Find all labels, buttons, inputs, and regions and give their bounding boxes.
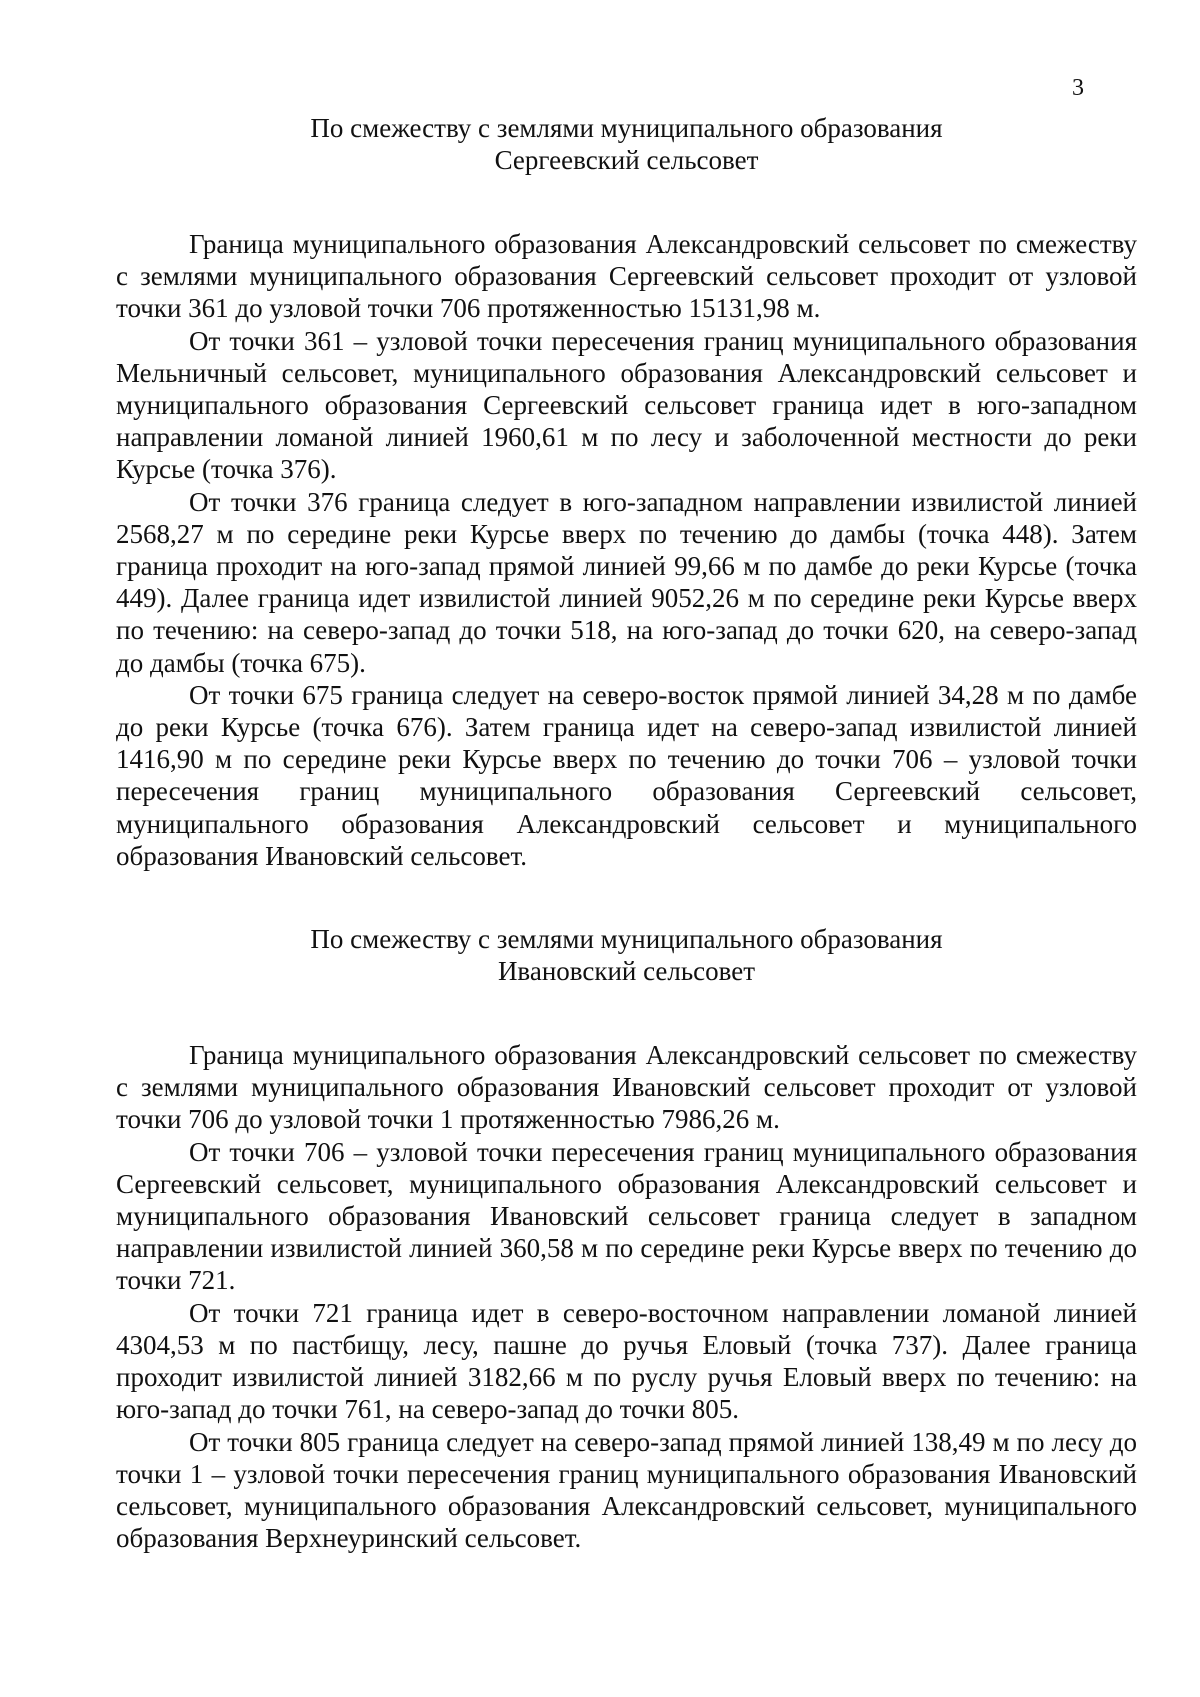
paragraph: От точки 706 – узловой точки пересечения границ муниципального образования Сергеевский сельсовет, муниципального образования Александровский сельсовет и муниципального образования Ивановский сельсовет граница следует в западном направлении извилистой линией 360,58 м по середине реки Курсье вверх по течению до точки 721.	[116, 1136, 1137, 1296]
paragraph: Граница муниципального образования Александровский сельсовет по смежеству с землями муниципального образования Ивановский сельсовет проходит от узловой точки 706 до узловой точки 1 протяженностью 7986,26 м.	[116, 1040, 1137, 1135]
paragraph: От точки 376 граница следует в юго-западном направлении извилистой линией 2568,27 м по середине реки Курсье вверх по течению до дамбы (точка 448). Затем граница проходит на юго-запад прямой линией 99,66 м по дамбе до реки Курсье (точка 449). Далее граница идет извилистой линией 9052,26 м по середине реки Курсье вверх по течению: на северо-запад до точки 518, на юго-запад до точки 620, на северо-запад до дамбы (точка 675).	[116, 486, 1137, 678]
section-body-sergeevsky	[116, 228, 1137, 872]
section-heading-sergeevsky	[116, 112, 1137, 176]
paragraph: Граница муниципального образования Александровский сельсовет по смежеству с землями муниципального образования Сергеевский сельсовет проходит от узловой точки 361 до узловой точки 706 протяженностью 15131,98 м.	[116, 229, 1137, 324]
paragraph: От точки 675 граница следует на северо-восток прямой линией 34,28 м по дамбе до реки Курсье (точка 676). Затем граница идет на северо-запад извилистой линией 1416,90 м по середине реки Курсье вверх по течению до точки 706 – узловой точки пересечения границ муниципального образования Сергеевский сельсовет, муниципального образования Александровский сельсовет и муниципального образования Ивановский сельсовет.	[116, 679, 1137, 871]
section-heading-line: Ивановский сельсовет	[497, 956, 756, 987]
section-heading-line: По смежеству с землями муниципального образования	[310, 113, 943, 143]
paragraph: От точки 721 граница идет в северо-восточном направлении ломаной линией 4304,53 м по пастбищу, лесу, пашне до ручья Еловый (точка 737). Далее граница проходит извилистой линией 3182,66 м по руслу ручья Еловый вверх по течению: на юго-запад до точки 761, на северо-запад до точки 805.	[116, 1297, 1137, 1425]
section-heading-ivanovsky	[116, 923, 1137, 987]
paragraph: От точки 361 – узловой точки пересечения границ муниципального образования Мельничный сельсовет, муниципального образования Александровский сельсовет и муниципального образования Сергеевский сельсовет граница идет в юго-западном направлении ломаной линией 1960,61 м по лесу и заболоченной местности до реки Курсье (точка 376).	[116, 325, 1137, 485]
page-number: 3	[1072, 75, 1084, 101]
section-heading-line: По смежеству с землями муниципального образования	[310, 924, 943, 955]
section-body-ivanovsky	[116, 1039, 1137, 1554]
section-heading-line: Сергеевский сельсовет	[494, 145, 759, 175]
paragraph: От точки 805 граница следует на северо-запад прямой линией 138,49 м по лесу до точки 1 – узловой точки пересечения границ муниципального образования Ивановский сельсовет, муниципального образования Александровский сельсовет, муниципального образования Верхнеуринский сельсовет.	[116, 1426, 1137, 1554]
document-body	[116, 112, 1137, 1554]
